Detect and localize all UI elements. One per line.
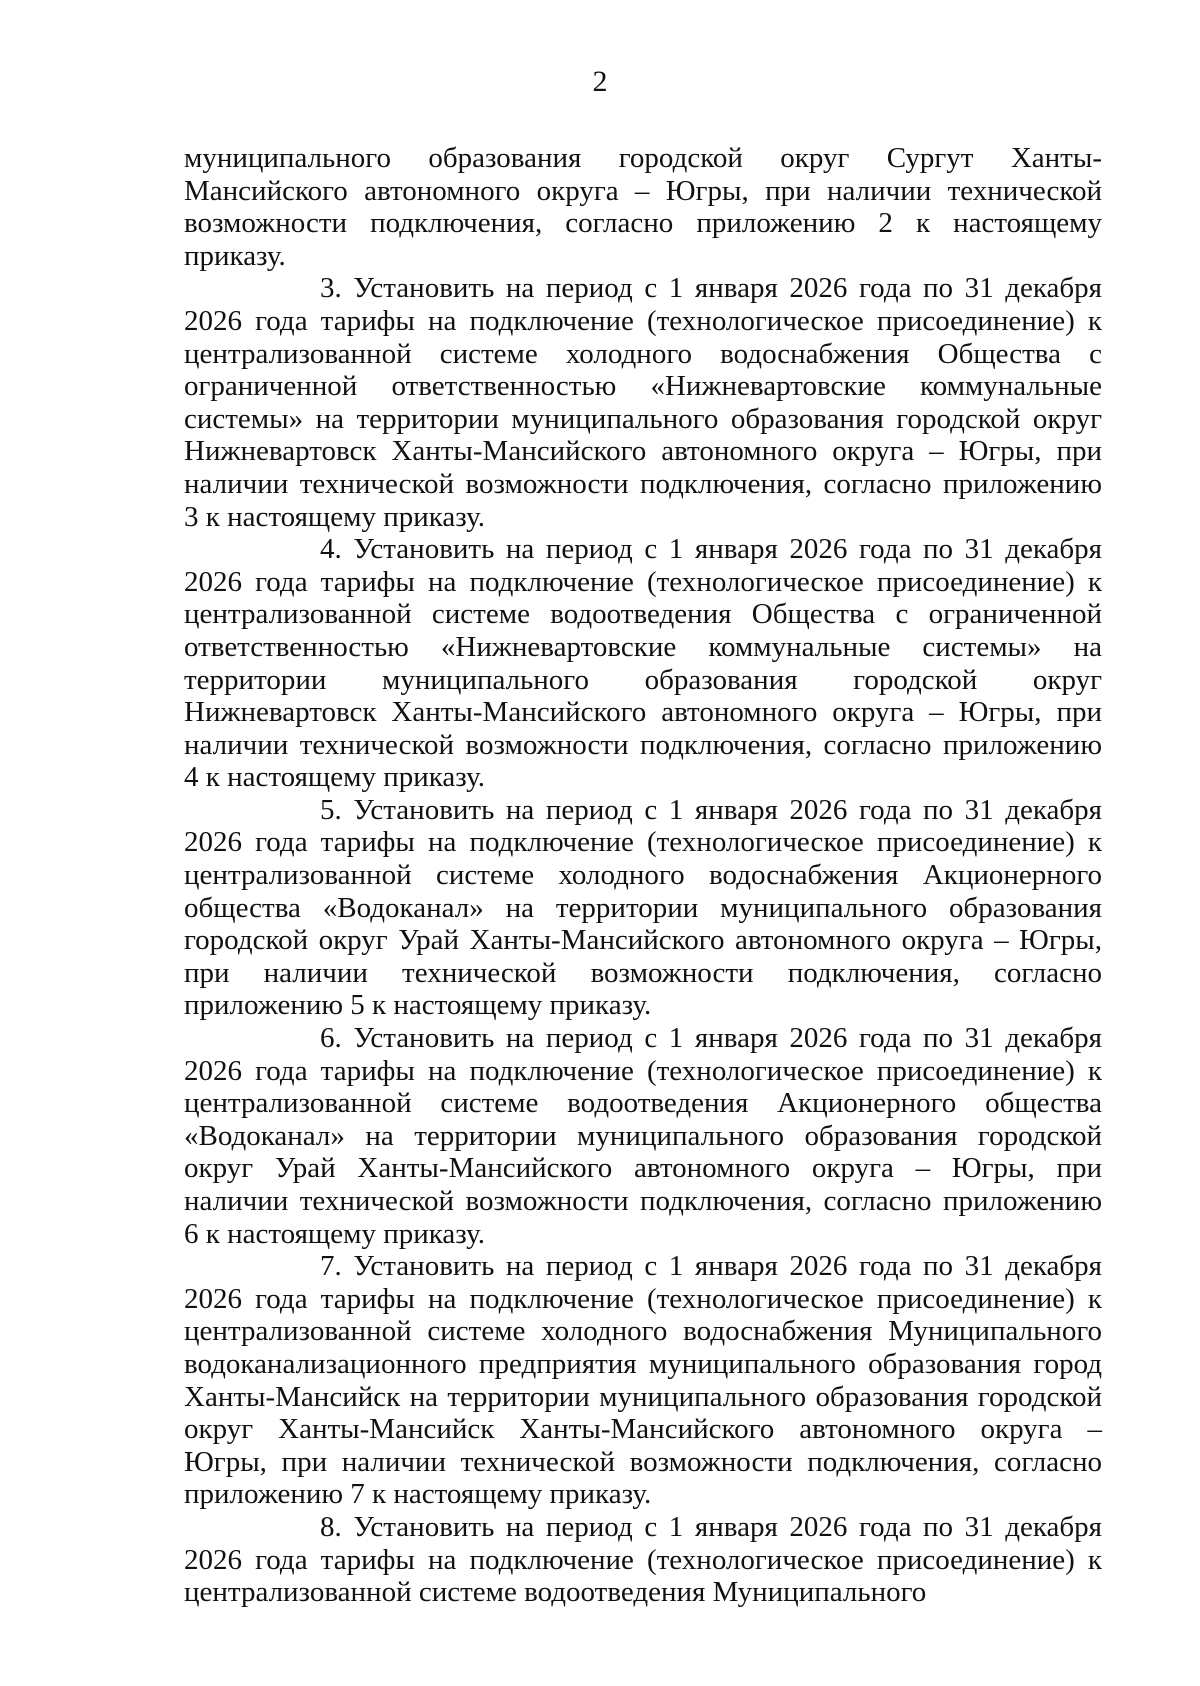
item-number: 3. bbox=[320, 272, 342, 305]
item-number: 4. bbox=[320, 533, 342, 566]
item-number: 5. bbox=[320, 793, 342, 826]
item-text: Установить на период с 1 января 2026 года по 31 декабря 2026 года тарифы на подключение (технологическое присоединение) к централизованной системе холодного водоснабжения Акционерного общества «Водоканал» на территории муниципального образования городской округ Урай Ханты-Мансийского автономного округа – Югры, при наличии технической возможности подключения, согласно приложению 5 к настоящему приказу. bbox=[184, 793, 1103, 1022]
item-text: Установить на период с 1 января 2026 года по 31 декабря 2026 года тарифы на подключение (технологическое присоединение) к централизованной системе водоотведения Муниципального bbox=[184, 1510, 1103, 1609]
document-body bbox=[184, 142, 1102, 1609]
order-item-6 bbox=[184, 1022, 1102, 1250]
item-text: Установить на период с 1 января 2026 года по 31 декабря 2026 года тарифы на подключение (технологическое присоединение) к централизованной системе водоотведения Общества с ограниченной ответственностью «Нижневартовские коммунальные системы» на территории муниципального образования городской округ Нижневартовск Ханты-Мансийского автономного округа – Югры, при наличии технической возможности подключения, согласно приложению 4 к настоящему приказу. bbox=[184, 533, 1103, 794]
item-number: 6. bbox=[320, 1022, 342, 1055]
order-item-5 bbox=[184, 794, 1102, 1022]
item-number: 7. bbox=[320, 1250, 342, 1283]
continuation-paragraph: муниципального образования городской округ Сургут Ханты-Мансийского автономного округа – Югры, при наличии технической возможности подключения, согласно приложению 2 к настоящему приказу. bbox=[184, 142, 1102, 272]
order-item-7 bbox=[184, 1250, 1102, 1511]
item-text: Установить на период с 1 января 2026 года по 31 декабря 2026 года тарифы на подключение (технологическое присоединение) к централизованной системе холодного водоснабжения Муниципального водоканализационного предприятия муниципального образования город Ханты-Мансийск на территории муниципального образования городской округ Ханты-Мансийск Ханты-Мансийского автономного округа – Югры, при наличии технической возможности подключения, согласно приложению 7 к настоящему приказу. bbox=[184, 1250, 1103, 1511]
order-item-8 bbox=[184, 1511, 1102, 1609]
item-text: Установить на период с 1 января 2026 года по 31 декабря 2026 года тарифы на подключение (технологическое присоединение) к централизованной системе водоотведения Акционерного общества «Водоканал» на территории муниципального образования городской округ Урай Ханты-Мансийского автономного округа – Югры, при наличии технической возможности подключения, согласно приложению 6 к настоящему приказу. bbox=[184, 1022, 1103, 1250]
page-number: 2 bbox=[592, 65, 608, 98]
order-item-3 bbox=[184, 272, 1102, 533]
order-item-4 bbox=[184, 533, 1102, 794]
item-number: 8. bbox=[320, 1510, 342, 1543]
item-text: Установить на период с 1 января 2026 года по 31 декабря 2026 года тарифы на подключение (технологическое присоединение) к централизованной системе холодного водоснабжения Общества с ограниченной ответственностью «Нижневартовские коммунальные системы» на территории муниципального образования городской округ Нижневартовск Ханты-Мансийского автономного округа – Югры, при наличии технической возможности подключения, согласно приложению 3 к настоящему приказу. bbox=[184, 272, 1103, 533]
